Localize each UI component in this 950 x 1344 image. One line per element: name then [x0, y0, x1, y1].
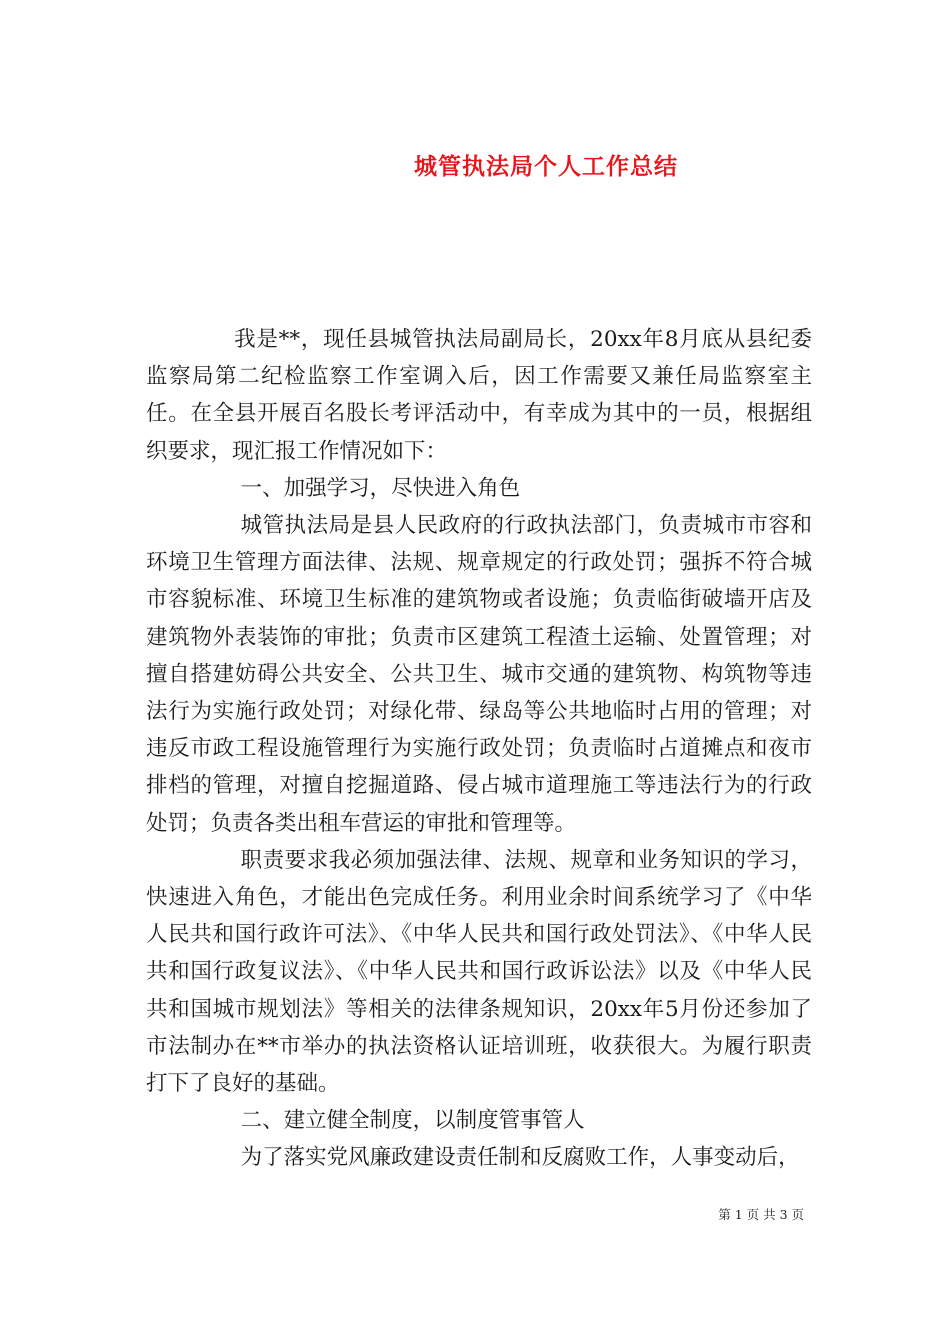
section-heading-1: 一、加强学习，尽快进入角色	[240, 475, 521, 501]
paragraph-intro: 我是**，现任县城管执法局副局长，20xx年8月底从县纪委监察局第二纪检监察工作室调入后，因工作需要又兼任局监察室主任。在全县开展百名股长考评活动中，有幸成为其中的一员，根据组织要求，现汇报工作情况如下：	[146, 327, 812, 464]
page-number-footer: 第 1 页 共 3 页	[718, 1207, 804, 1222]
paragraph-duties: 城管执法局是县人民政府的行政执法部门，负责城市市容和环境卫生管理方面法律、法规、规章规定的行政处罚；强拆不符合城市容貌标准、环境卫生标准的建筑物或者设施；负责临街破墙开店及建筑物外表装饰的审批；负责市区建筑工程渣土运输、处置管理；对擅自搭建妨碍公共安全、公共卫生、城市交通的建筑物、构筑物等违法行为实施行政处罚；对绿化带、绿岛等公共地临时占用的管理；对违反市政工程设施管理行为实施行政处罚；负责临时占道摊点和夜市排档的管理，对擅自挖掘道路、侵占城市道理施工等违法行为的行政处罚；负责各类出租车营运的审批和管理等。	[146, 513, 812, 836]
paragraph-system: 为了落实党风廉政建设责任制和反腐败工作，人事变动后，	[240, 1145, 800, 1171]
paragraph-study: 职责要求我必须加强法律、法规、规章和业务知识的学习，快速进入角色，才能出色完成任务。利用业余时间系统学习了《中华人民共和国行政许可法》、《中华人民共和国行政处罚法》、《中华人民共和国行政复议法》、《中华人民共和国行政诉讼法》以及《中华人民共和国城市规划法》等相关的法律条规知识，20xx年5月份还参加了市法制办在**市举办的执法资格认证培训班，收获很大。为履行职责打下了良好的基础。	[146, 847, 812, 1097]
document-title: 城管执法局个人工作总结	[414, 153, 678, 181]
document-body	[146, 321, 812, 1177]
section-heading-2: 二、建立健全制度，以制度管事管人	[240, 1108, 585, 1134]
